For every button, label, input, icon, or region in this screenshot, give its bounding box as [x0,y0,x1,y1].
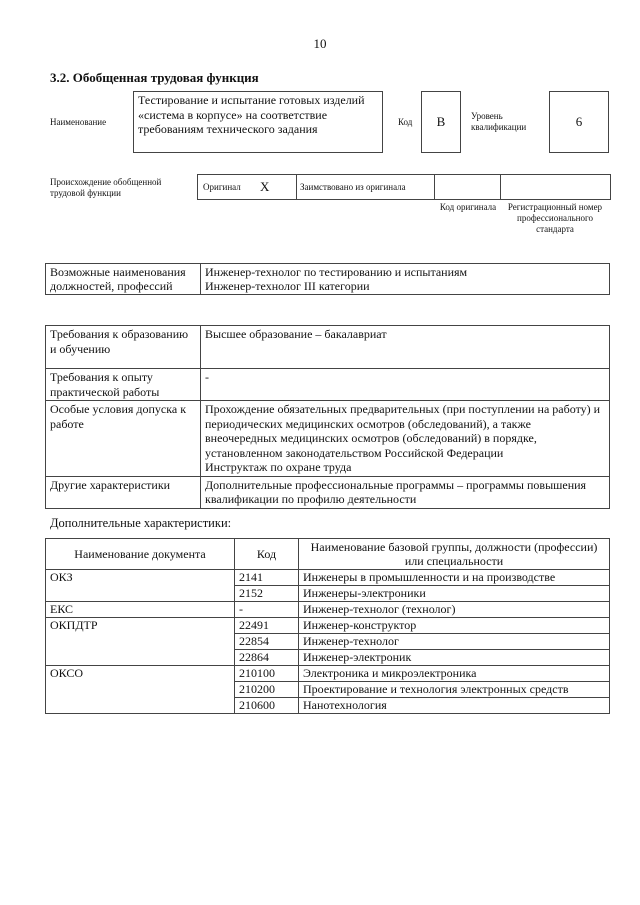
header-document: Наименование документа [46,539,235,570]
name-label: Наименование [50,117,107,127]
document-cell: ОКСО [46,666,235,682]
table-row [46,618,610,634]
origin-divider-3 [500,174,501,200]
page-number: 10 [313,36,327,51]
group-name-cell: Инженер-технолог (технолог) [299,602,610,618]
requirement-value: - [201,369,610,401]
requirements-row [46,476,610,508]
code-cell: 210200 [235,682,299,698]
header-code: Код [235,539,299,570]
code-cell: 2152 [235,586,299,602]
function-code-value: В [421,91,461,153]
original-checkmark: X [260,179,270,194]
code-cell: 2141 [235,570,299,586]
code-cell: - [235,602,299,618]
classifier-table [45,538,610,714]
code-cell: 210100 [235,666,299,682]
requirement-label: Особые условия допуска к работе [46,401,201,477]
borrowed-label: Заимствовано из оригинала [300,182,406,192]
requirement-label: Требования к образованию и обучению [46,326,201,369]
table-row [46,634,610,650]
group-name-cell: Инженер-электроник [299,650,610,666]
requirement-value: Дополнительные профессиональные программы – программы повышения квалификации по профилю деятельности [201,476,610,508]
qualification-level-label: Уровень квалификации [471,111,527,132]
table-row [46,602,610,618]
requirement-value: Высшее образование – бакалавриат [201,326,610,369]
document-cell [46,650,235,666]
group-name-cell: Инженер-технолог [299,634,610,650]
group-name-cell: Электроника и микроэлектроника [299,666,610,682]
requirement-value: Прохождение обязательных предварительных (при поступлении на работу) и периодических медицинских осмотров (обследований), а также внеочередных медицинских осмотров (обследований) в порядке, установленном законодательством Российской Федерации Инструктаж по охране труда [201,401,610,477]
table-row [46,698,610,714]
code-cell: 22491 [235,618,299,634]
table-row [46,586,610,602]
document-cell [46,586,235,602]
table-header-row [46,539,610,570]
code-label: Код [398,117,413,127]
group-name-cell: Инженер-конструктор [299,618,610,634]
positions-value: Инженер-технолог по тестированию и испытаниям Инженер-технолог III категории [201,264,610,295]
requirements-row [46,326,610,369]
code-original-caption: Код оригинала [439,202,497,212]
registration-number-caption: Регистрационный номер профессионального стандарта [507,202,603,234]
code-cell: 210600 [235,698,299,714]
document-cell: ЕКС [46,602,235,618]
document-cell [46,698,235,714]
positions-label: Возможные наименования должностей, профессий [46,264,201,295]
origin-label: Происхождение обобщенной трудовой функции [50,177,162,198]
table-row [46,666,610,682]
function-name-value: Тестирование и испытание готовых изделий «система в корпусе» на соответствие требованиям технического задания [133,91,383,153]
group-name-cell: Инженеры в промышленности и на производстве [299,570,610,586]
group-name-cell: Инженеры-электроники [299,586,610,602]
group-name-cell: Нанотехнология [299,698,610,714]
requirement-label: Требования к опыту практической работы [46,369,201,401]
table-row [46,650,610,666]
original-label: Оригинал [203,182,241,192]
requirement-label: Другие характеристики [46,476,201,508]
code-cell: 22854 [235,634,299,650]
document-cell [46,634,235,650]
requirements-row [46,369,610,401]
document-cell: ОКЗ [46,570,235,586]
header-group-name: Наименование базовой группы, должности (профессии) или специальности [299,539,610,570]
qualification-level-value: 6 [549,91,609,153]
requirements-row [46,401,610,477]
section-title: 3.2. Обобщенная трудовая функция [50,70,259,85]
table-row [46,570,610,586]
table-row [46,682,610,698]
document-cell [46,682,235,698]
origin-divider-2 [434,174,435,200]
origin-divider-1 [296,174,297,200]
code-cell: 22864 [235,650,299,666]
additional-characteristics-title: Дополнительные характеристики: [50,516,232,530]
positions-table [45,263,610,295]
document-cell: ОКПДТР [46,618,235,634]
group-name-cell: Проектирование и технология электронных средств [299,682,610,698]
requirements-table [45,325,610,509]
